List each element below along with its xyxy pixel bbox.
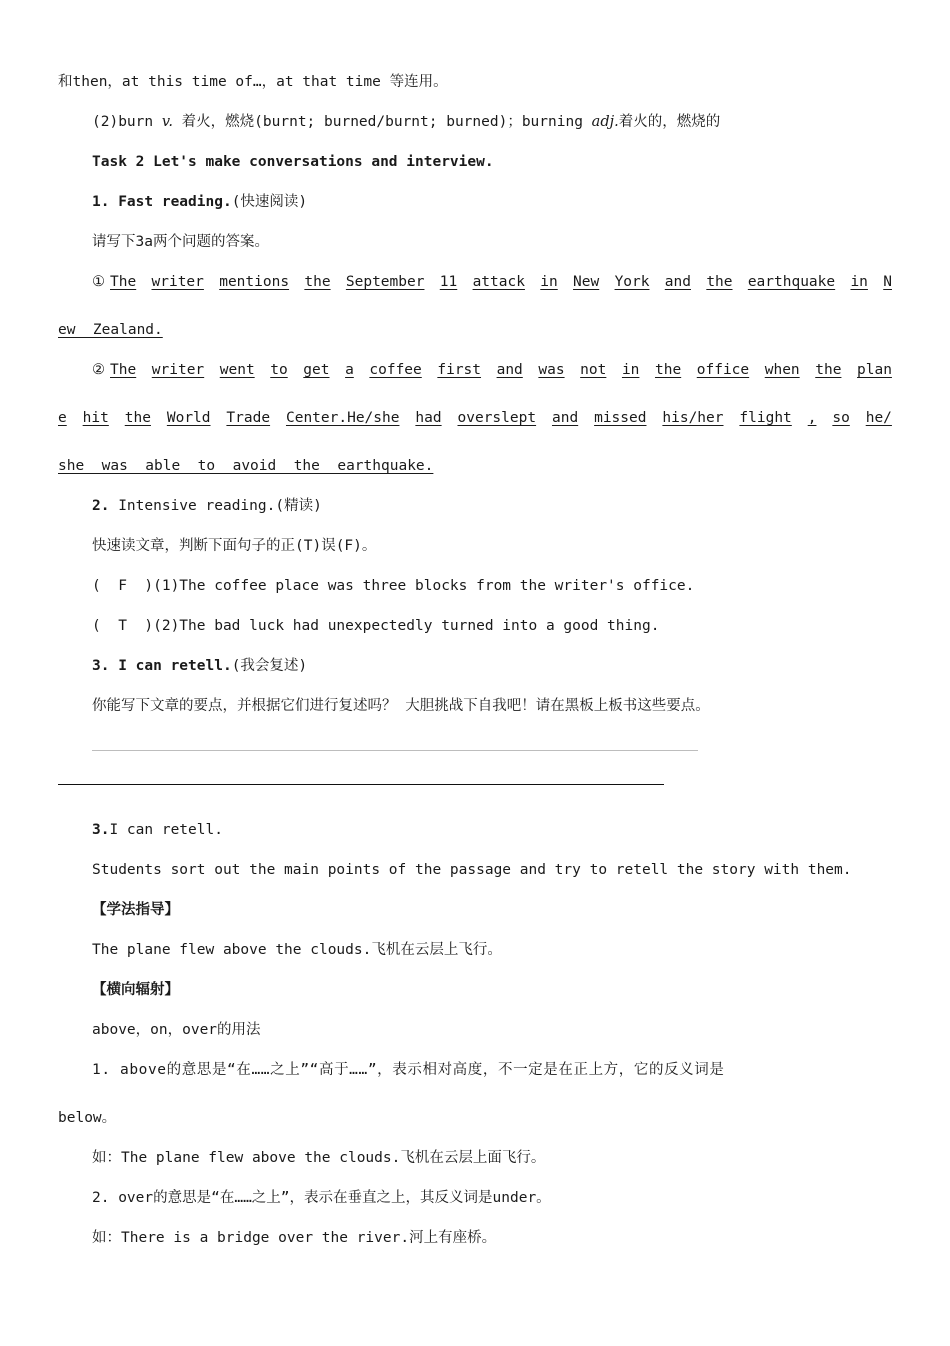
pos-abbrev: adj. xyxy=(591,114,619,130)
text-line xyxy=(92,656,307,676)
answer-word: went xyxy=(219,362,255,378)
answer-text: she was able to avoid the earthquake. xyxy=(58,458,434,474)
item-number: 2. xyxy=(92,498,119,514)
answer-word: Trade xyxy=(226,410,271,426)
answer-word: in xyxy=(621,362,640,378)
text-line: above，on，over的用法 xyxy=(92,1022,261,1038)
answer-word: The xyxy=(110,362,137,378)
answer-word: flight xyxy=(739,410,792,426)
item-number: 3. xyxy=(92,822,110,838)
text-line: 快速读文章，判断下面句子的正(T)误(F)。 xyxy=(92,538,377,554)
answer-word: the xyxy=(304,274,331,290)
answer-word: plan xyxy=(857,362,892,378)
answer-word: and xyxy=(664,274,691,290)
answer-word: September xyxy=(345,274,425,290)
true-false-item: ( T )(2)The bad luck had unexpectedly turned into a good thing. xyxy=(92,618,660,634)
subheading: 1. Fast reading. xyxy=(92,194,232,210)
text-span: Intensive reading.(精读) xyxy=(118,498,322,514)
answer-word: York xyxy=(614,274,650,290)
text-line: Students sort out the main points of the passage and try to retell the story with them. xyxy=(92,862,852,878)
text-span: (我会复述) xyxy=(231,658,308,674)
answer-blank-line xyxy=(58,784,664,785)
answer-word: coffee xyxy=(369,362,422,378)
answer-word: earthquake xyxy=(747,274,836,290)
text-span: 着火，燃烧(burnt; burned/burnt; burned)；burning xyxy=(172,114,592,130)
text-span: (快速阅读) xyxy=(231,194,308,210)
answer-word: writer xyxy=(151,274,204,290)
text-span: 着火的，燃烧的 xyxy=(618,114,721,130)
section-heading: 【横向辐射】 xyxy=(92,982,179,998)
text-line: 1. above的意思是“在……之上”“高于……”，表示相对高度，不一定是在正上方，它的反义词是 xyxy=(92,1062,725,1078)
answer-marker: ② xyxy=(92,362,105,378)
answer-word: to xyxy=(270,362,288,378)
answer-word: a xyxy=(345,362,354,378)
answer-word: missed xyxy=(594,410,647,426)
text-line: 和then，at this time of…，at that time 等连用。 xyxy=(58,74,448,90)
answer-word: 11 xyxy=(439,274,458,290)
answer-word: so xyxy=(832,410,850,426)
answer-word: overslept xyxy=(457,410,537,426)
answer-word: , xyxy=(807,410,817,426)
answer-word: hit xyxy=(82,410,109,426)
answer-word: the xyxy=(706,274,733,290)
example-line: 如：There is a bridge over the river.河上有座桥。 xyxy=(92,1230,497,1246)
answer-word: office xyxy=(696,362,750,378)
text-line: 请写下3a两个问题的答案。 xyxy=(92,234,269,250)
answer-word: N xyxy=(883,274,892,290)
text-line xyxy=(92,820,223,840)
answer-marker: ① xyxy=(92,274,105,290)
answer-line xyxy=(110,272,892,292)
text-line xyxy=(92,496,322,516)
answer-word: Center.He/she xyxy=(285,410,400,426)
text-line: below。 xyxy=(58,1110,117,1126)
text-line xyxy=(92,192,307,212)
text-line: 2. over的意思是“在……之上”，表示在垂直之上，其反义词是under。 xyxy=(92,1190,551,1206)
answer-word: World xyxy=(166,410,211,426)
answer-word: in xyxy=(540,274,558,290)
answer-word: the xyxy=(654,362,682,378)
subheading: 3. I can retell. xyxy=(92,658,232,674)
answer-line xyxy=(110,360,892,380)
pos-abbrev: v. xyxy=(161,114,173,130)
answer-word: attack xyxy=(472,274,525,290)
true-false-item: ( F )(1)The coffee place was three blocks from the writer's office. xyxy=(92,578,695,594)
answer-word: when xyxy=(764,362,800,378)
answer-word: get xyxy=(303,362,330,378)
section-heading: 【学法指导】 xyxy=(92,902,179,918)
answer-word: had xyxy=(415,410,442,426)
answer-word: and xyxy=(496,362,523,378)
answer-blank-line xyxy=(92,750,698,751)
answer-line xyxy=(58,408,892,428)
answer-word: e xyxy=(58,410,67,426)
answer-word: the xyxy=(124,410,151,426)
example-line: 如：The plane flew above the clouds.飞机在云层上面飞行。 xyxy=(92,1150,546,1166)
answer-word: his/her xyxy=(662,410,724,426)
answer-word: New xyxy=(573,274,600,290)
answer-word: was xyxy=(538,362,565,378)
answer-line xyxy=(58,456,433,476)
text-line xyxy=(92,112,720,132)
answer-word: in xyxy=(850,274,868,290)
text-line: 你能写下文章的要点，并根据它们进行复述吗？ 大胆挑战下自我吧！请在黑板上板书这些要点。 xyxy=(92,698,710,714)
section-heading: Task 2 Let's make conversations and interview. xyxy=(92,154,494,170)
answer-word: the xyxy=(815,362,842,378)
text-span: I can retell. xyxy=(109,822,223,838)
answer-word: and xyxy=(551,410,579,426)
answer-word: mentions xyxy=(219,274,290,290)
answer-word: he/ xyxy=(865,410,892,426)
answer-word: writer xyxy=(151,362,205,378)
answer-word: not xyxy=(580,362,607,378)
text-line: The plane flew above the clouds.飞机在云层上飞行。 xyxy=(92,942,502,958)
text-span: (2)burn xyxy=(92,114,162,130)
answer-word: first xyxy=(437,362,482,378)
answer-text: ew Zealand. xyxy=(58,322,163,338)
answer-line xyxy=(58,320,163,340)
answer-word: The xyxy=(110,274,137,290)
